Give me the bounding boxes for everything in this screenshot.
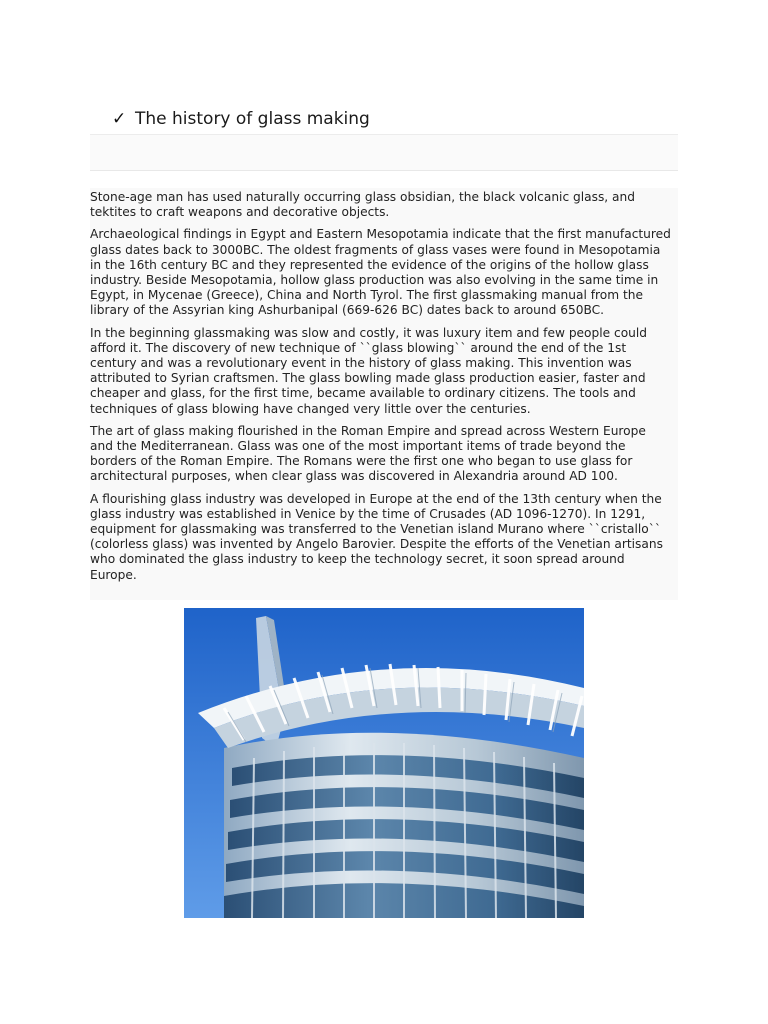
checkmark-icon: ✓ xyxy=(112,109,127,129)
article-body xyxy=(90,188,678,600)
paragraph-archaeology: Archaeological findings in Egypt and Eastern Mesopotamia indicate that the first manufactured glass dates back to 3000BC. The oldest fragments of glass vases were found in Mesopotamia in the 16th century BC and they represented the evidence of the origins of the hollow glass industry. Beside Mesopotamia, hollow glass production was also evolving in the same time in Egypt, in Mycenae (Greece), China and North Tyrol. The first glassmaking manual from the library of the Assyrian king Ashurbanipal (669-626 BC) dates back to around 650BC. xyxy=(90,227,671,318)
paragraph-venice: A flourishing glass industry was developed in Europe at the end of the 13th century when the glass industry was established in Venice by the time of Crusades (AD 1096-1270). In 1291, equipment for glassmaking was transferred to the Venetian island Murano where ``cristallo`` (colorless glass) was invented by Angelo Barovier. Despite the efforts of the Venetian artisans who dominated the glass industry to keep the technology secret, it soon spread around Europe. xyxy=(90,491,663,582)
section-heading xyxy=(90,106,678,135)
glass-building-illustration xyxy=(184,608,584,918)
paragraph-glass-blowing: In the beginning glassmaking was slow and costly, it was luxury item and few people could afford it. The discovery of new technique of ``glass blowing`` around the end of the 1st century and was a revolutionary event in the history of glass making. This invention was attributed to Syrian craftsmen. The glass bowling made glass production easier, faster and cheaper and glass, for the first time, became available to ordinary citizens. The tools and techniques of glass blowing have changed very little over the centuries. xyxy=(90,325,648,416)
glass-building-photo xyxy=(184,608,584,918)
paragraph-roman-empire: The art of glass making flourished in the Roman Empire and spread across Western Europe and the Mediterranean. Glass was one of the most important items of trade beyond the borders of the Roman Empire. The Romans were the first one who began to use glass for architectural purposes, when clear glass was discovered in Alexandria around AD 100. xyxy=(90,423,646,484)
section-title: The history of glass making xyxy=(135,109,370,129)
paragraph-stone-age: Stone-age man has used naturally occurring glass obsidian, the black volcanic glass, and tektites to craft weapons and decorative objects. xyxy=(90,190,635,220)
heading-spacer xyxy=(90,135,678,171)
